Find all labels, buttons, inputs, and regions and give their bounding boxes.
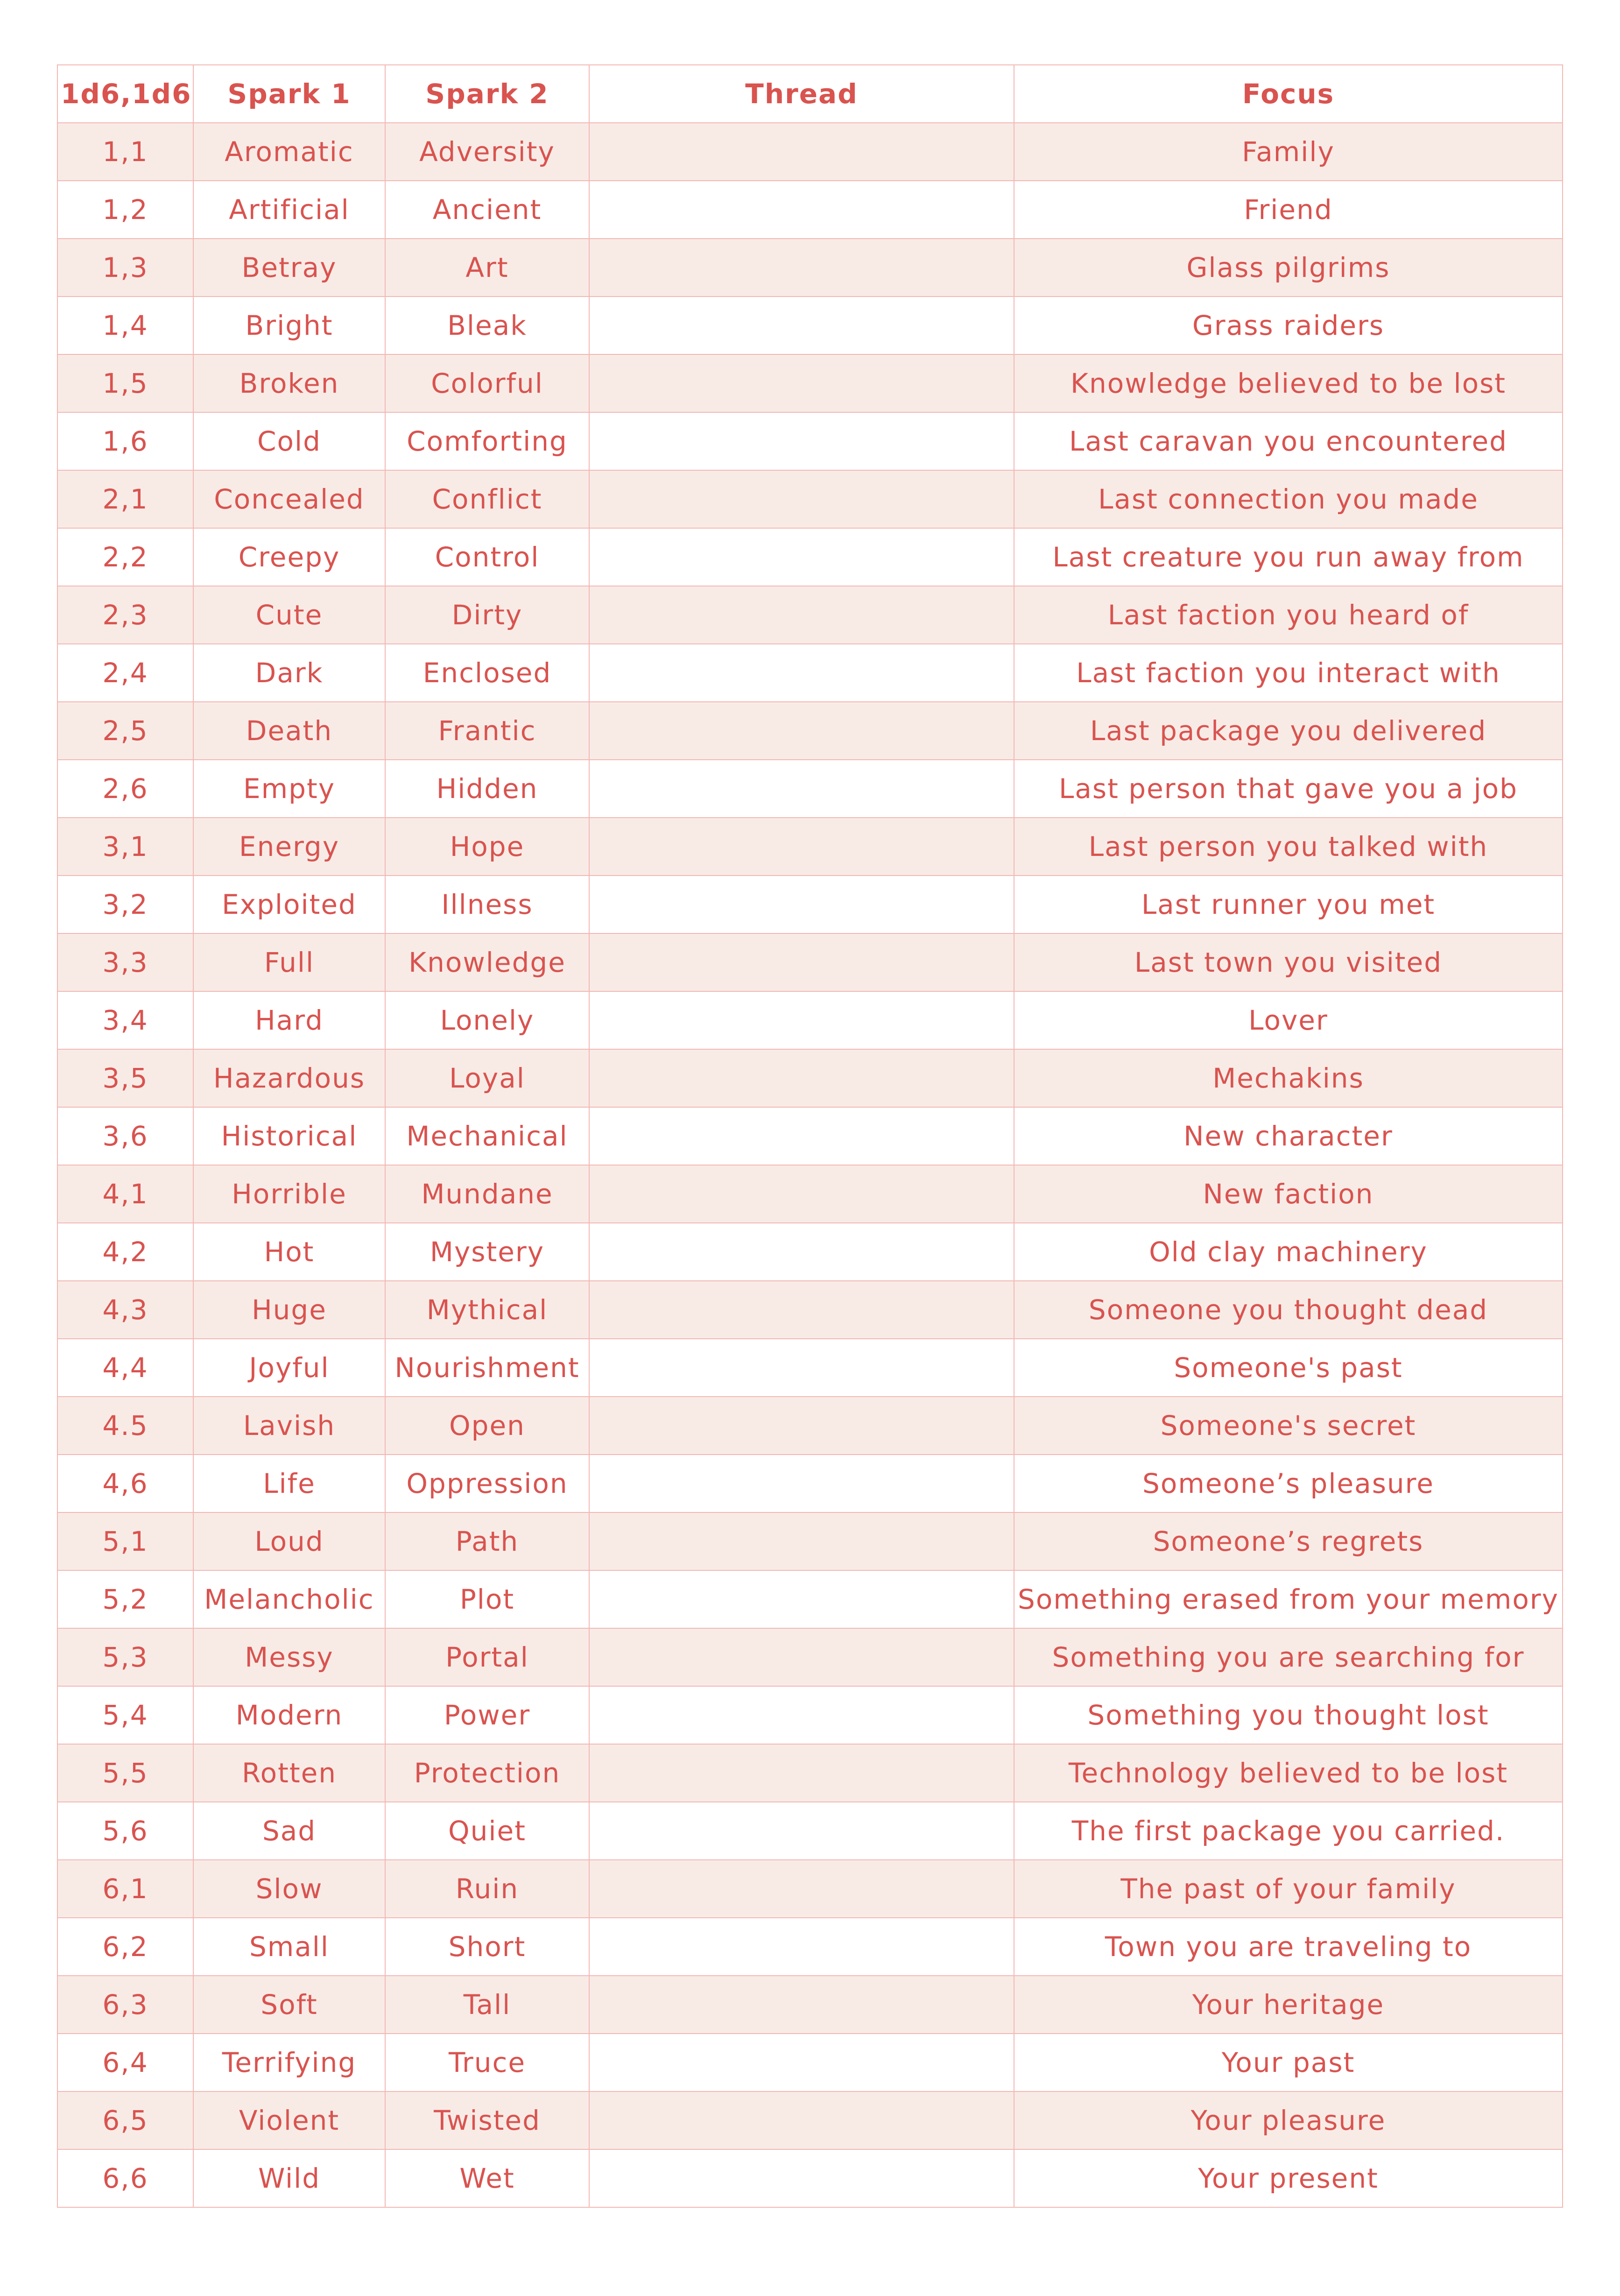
header-row [57,65,1563,123]
cell-spark-1: Rotten [193,1744,385,1802]
cell-spark-2: Short [385,1918,589,1976]
table-row [57,702,1563,760]
cell-spark-1: Horrible [193,1165,385,1223]
cell-thread [589,1397,1014,1455]
table-row [57,1570,1563,1628]
cell-thread [589,354,1014,412]
cell-thread [589,1339,1014,1397]
table-row [57,528,1563,586]
cell-focus: Your pleasure [1014,2091,1563,2149]
cell-thread [589,1281,1014,1339]
cell-spark-2: Hidden [385,760,589,818]
table-row [57,1397,1563,1455]
cell-thread [589,1628,1014,1686]
cell-thread [589,1165,1014,1223]
table-row [57,1165,1563,1223]
cell-focus: Last person that gave you a job [1014,760,1563,818]
table-row [57,644,1563,702]
table-row [57,1628,1563,1686]
cell-thread [589,528,1014,586]
cell-spark-2: Art [385,239,589,297]
cell-roll: 6,6 [57,2149,193,2207]
cell-thread [589,2091,1014,2149]
cell-spark-1: Aromatic [193,123,385,181]
cell-spark-2: Plot [385,1570,589,1628]
cell-roll: 2,3 [57,586,193,644]
cell-roll: 1,4 [57,297,193,354]
cell-focus: Friend [1014,181,1563,239]
cell-focus: Glass pilgrims [1014,239,1563,297]
cell-spark-1: Hard [193,991,385,1049]
cell-focus: Something you thought lost [1014,1686,1563,1744]
cell-roll: 6,3 [57,1976,193,2034]
cell-roll: 2,5 [57,702,193,760]
cell-focus: Old clay machinery [1014,1223,1563,1281]
cell-roll: 3,5 [57,1049,193,1107]
cell-thread [589,412,1014,470]
cell-roll: 4,3 [57,1281,193,1339]
cell-roll: 3,4 [57,991,193,1049]
cell-spark-1: Joyful [193,1339,385,1397]
table-row [57,123,1563,181]
cell-spark-2: Quiet [385,1802,589,1860]
cell-focus: New character [1014,1107,1563,1165]
cell-roll: 6,4 [57,2034,193,2091]
table-row [57,991,1563,1049]
cell-thread [589,933,1014,991]
cell-roll: 1,5 [57,354,193,412]
cell-spark-1: Historical [193,1107,385,1165]
cell-thread [589,1976,1014,2034]
cell-roll: 3,6 [57,1107,193,1165]
cell-thread [589,1860,1014,1918]
cell-roll: 4,6 [57,1455,193,1512]
cell-focus: Family [1014,123,1563,181]
cell-focus: Someone's secret [1014,1397,1563,1455]
cell-spark-1: Cute [193,586,385,644]
cell-focus: Something erased from your memory [1014,1570,1563,1628]
cell-roll: 4,4 [57,1339,193,1397]
cell-spark-2: Protection [385,1744,589,1802]
cell-focus: Lover [1014,991,1563,1049]
cell-spark-2: Colorful [385,354,589,412]
cell-focus: Your heritage [1014,1976,1563,2034]
cell-spark-1: Life [193,1455,385,1512]
cell-focus: Grass raiders [1014,297,1563,354]
cell-roll: 4,2 [57,1223,193,1281]
cell-spark-2: Frantic [385,702,589,760]
table-row [57,818,1563,876]
table-row [57,1686,1563,1744]
cell-spark-2: Adversity [385,123,589,181]
cell-thread [589,297,1014,354]
cell-spark-1: Empty [193,760,385,818]
cell-spark-1: Wild [193,2149,385,2207]
cell-spark-1: Terrifying [193,2034,385,2091]
cell-focus: Something you are searching for [1014,1628,1563,1686]
table-body [57,123,1563,2207]
cell-thread [589,1918,1014,1976]
cell-spark-1: Modern [193,1686,385,1744]
cell-roll: 5,4 [57,1686,193,1744]
cell-roll: 3,2 [57,876,193,933]
cell-spark-2: Conflict [385,470,589,528]
cell-roll: 3,3 [57,933,193,991]
cell-spark-2: Hope [385,818,589,876]
header-focus: Focus [1014,65,1563,123]
cell-spark-1: Bright [193,297,385,354]
cell-spark-2: Nourishment [385,1339,589,1397]
cell-roll: 4.5 [57,1397,193,1455]
cell-spark-2: Twisted [385,2091,589,2149]
cell-focus: Last connection you made [1014,470,1563,528]
cell-focus: Your past [1014,2034,1563,2091]
cell-spark-1: Small [193,1918,385,1976]
cell-thread [589,1802,1014,1860]
table-row [57,470,1563,528]
cell-spark-2: Knowledge [385,933,589,991]
cell-focus: Knowledge believed to be lost [1014,354,1563,412]
cell-spark-1: Dark [193,644,385,702]
cell-focus: Town you are traveling to [1014,1918,1563,1976]
cell-spark-2: Comforting [385,412,589,470]
cell-focus: Last creature you run away from [1014,528,1563,586]
cell-spark-1: Concealed [193,470,385,528]
cell-thread [589,2149,1014,2207]
cell-thread [589,470,1014,528]
cell-roll: 5,3 [57,1628,193,1686]
cell-spark-1: Hot [193,1223,385,1281]
table-row [57,1107,1563,1165]
cell-focus: Your present [1014,2149,1563,2207]
cell-spark-1: Sad [193,1802,385,1860]
cell-spark-2: Power [385,1686,589,1744]
table-row [57,2091,1563,2149]
cell-focus: Last caravan you encountered [1014,412,1563,470]
cell-roll: 2,6 [57,760,193,818]
cell-spark-1: Artificial [193,181,385,239]
cell-spark-1: Energy [193,818,385,876]
table-row [57,354,1563,412]
table-row [57,2149,1563,2207]
header-thread: Thread [589,65,1014,123]
cell-roll: 5,5 [57,1744,193,1802]
cell-spark-1: Creepy [193,528,385,586]
cell-focus: Technology believed to be lost [1014,1744,1563,1802]
cell-focus: Mechakins [1014,1049,1563,1107]
table-row [57,1976,1563,2034]
header-spark-1: Spark 1 [193,65,385,123]
cell-roll: 6,5 [57,2091,193,2149]
table-row [57,1860,1563,1918]
cell-focus: Last package you delivered [1014,702,1563,760]
cell-focus: Someone you thought dead [1014,1281,1563,1339]
cell-focus: Last person you talked with [1014,818,1563,876]
table-row [57,412,1563,470]
header-roll: 1d6,1d6 [57,65,193,123]
cell-spark-2: Mechanical [385,1107,589,1165]
cell-thread [589,1455,1014,1512]
cell-thread [589,239,1014,297]
table-row [57,1512,1563,1570]
cell-thread [589,1107,1014,1165]
cell-roll: 4,1 [57,1165,193,1223]
cell-focus: The past of your family [1014,1860,1563,1918]
table-row [57,1281,1563,1339]
cell-thread [589,876,1014,933]
cell-thread [589,2034,1014,2091]
table-row [57,239,1563,297]
cell-spark-2: Bleak [385,297,589,354]
cell-spark-1: Death [193,702,385,760]
table-row [57,1339,1563,1397]
cell-focus: Last town you visited [1014,933,1563,991]
cell-thread [589,1686,1014,1744]
cell-spark-1: Betray [193,239,385,297]
cell-thread [589,181,1014,239]
cell-thread [589,991,1014,1049]
table-row [57,1802,1563,1860]
cell-spark-1: Messy [193,1628,385,1686]
cell-roll: 2,2 [57,528,193,586]
cell-roll: 2,1 [57,470,193,528]
cell-spark-1: Exploited [193,876,385,933]
cell-spark-2: Illness [385,876,589,933]
header-spark-2: Spark 2 [385,65,589,123]
table-row [57,586,1563,644]
cell-roll: 6,1 [57,1860,193,1918]
cell-spark-1: Soft [193,1976,385,2034]
cell-spark-1: Broken [193,354,385,412]
cell-thread [589,1049,1014,1107]
cell-spark-2: Open [385,1397,589,1455]
cell-focus: Last faction you heard of [1014,586,1563,644]
cell-focus: Last faction you interact with [1014,644,1563,702]
cell-spark-1: Lavish [193,1397,385,1455]
cell-spark-2: Truce [385,2034,589,2091]
cell-spark-1: Cold [193,412,385,470]
cell-thread [589,1512,1014,1570]
cell-roll: 5,6 [57,1802,193,1860]
table-row [57,297,1563,354]
cell-spark-2: Dirty [385,586,589,644]
cell-spark-2: Control [385,528,589,586]
cell-spark-2: Enclosed [385,644,589,702]
table-row [57,1223,1563,1281]
cell-spark-1: Melancholic [193,1570,385,1628]
cell-thread [589,1223,1014,1281]
cell-roll: 1,3 [57,239,193,297]
table-row [57,2034,1563,2091]
cell-roll: 1,2 [57,181,193,239]
cell-spark-2: Mundane [385,1165,589,1223]
table-row [57,181,1563,239]
cell-roll: 6,2 [57,1918,193,1976]
cell-focus: New faction [1014,1165,1563,1223]
cell-thread [589,644,1014,702]
cell-roll: 5,1 [57,1512,193,1570]
cell-roll: 2,4 [57,644,193,702]
cell-spark-1: Huge [193,1281,385,1339]
cell-spark-2: Lonely [385,991,589,1049]
cell-roll: 5,2 [57,1570,193,1628]
cell-spark-1: Loud [193,1512,385,1570]
cell-focus: The first package you carried. [1014,1802,1563,1860]
cell-spark-2: Path [385,1512,589,1570]
cell-focus: Someone's past [1014,1339,1563,1397]
cell-thread [589,818,1014,876]
cell-focus: Last runner you met [1014,876,1563,933]
cell-focus: Someone’s regrets [1014,1512,1563,1570]
table-row [57,876,1563,933]
oracle-table [57,64,1563,2208]
cell-spark-2: Loyal [385,1049,589,1107]
cell-roll: 1,1 [57,123,193,181]
cell-focus: Someone’s pleasure [1014,1455,1563,1512]
cell-roll: 1,6 [57,412,193,470]
cell-thread [589,1570,1014,1628]
cell-spark-2: Oppression [385,1455,589,1512]
cell-thread [589,760,1014,818]
table-row [57,933,1563,991]
cell-spark-2: Mythical [385,1281,589,1339]
cell-spark-1: Violent [193,2091,385,2149]
cell-thread [589,702,1014,760]
cell-spark-1: Slow [193,1860,385,1918]
cell-spark-1: Hazardous [193,1049,385,1107]
cell-spark-2: Wet [385,2149,589,2207]
cell-spark-1: Full [193,933,385,991]
cell-spark-2: Portal [385,1628,589,1686]
cell-thread [589,123,1014,181]
cell-spark-2: Mystery [385,1223,589,1281]
table-row [57,1049,1563,1107]
table-row [57,760,1563,818]
table-row [57,1455,1563,1512]
cell-spark-2: Tall [385,1976,589,2034]
cell-roll: 3,1 [57,818,193,876]
table-row [57,1744,1563,1802]
table-row [57,1918,1563,1976]
cell-spark-2: Ancient [385,181,589,239]
cell-spark-2: Ruin [385,1860,589,1918]
cell-thread [589,586,1014,644]
cell-thread [589,1744,1014,1802]
